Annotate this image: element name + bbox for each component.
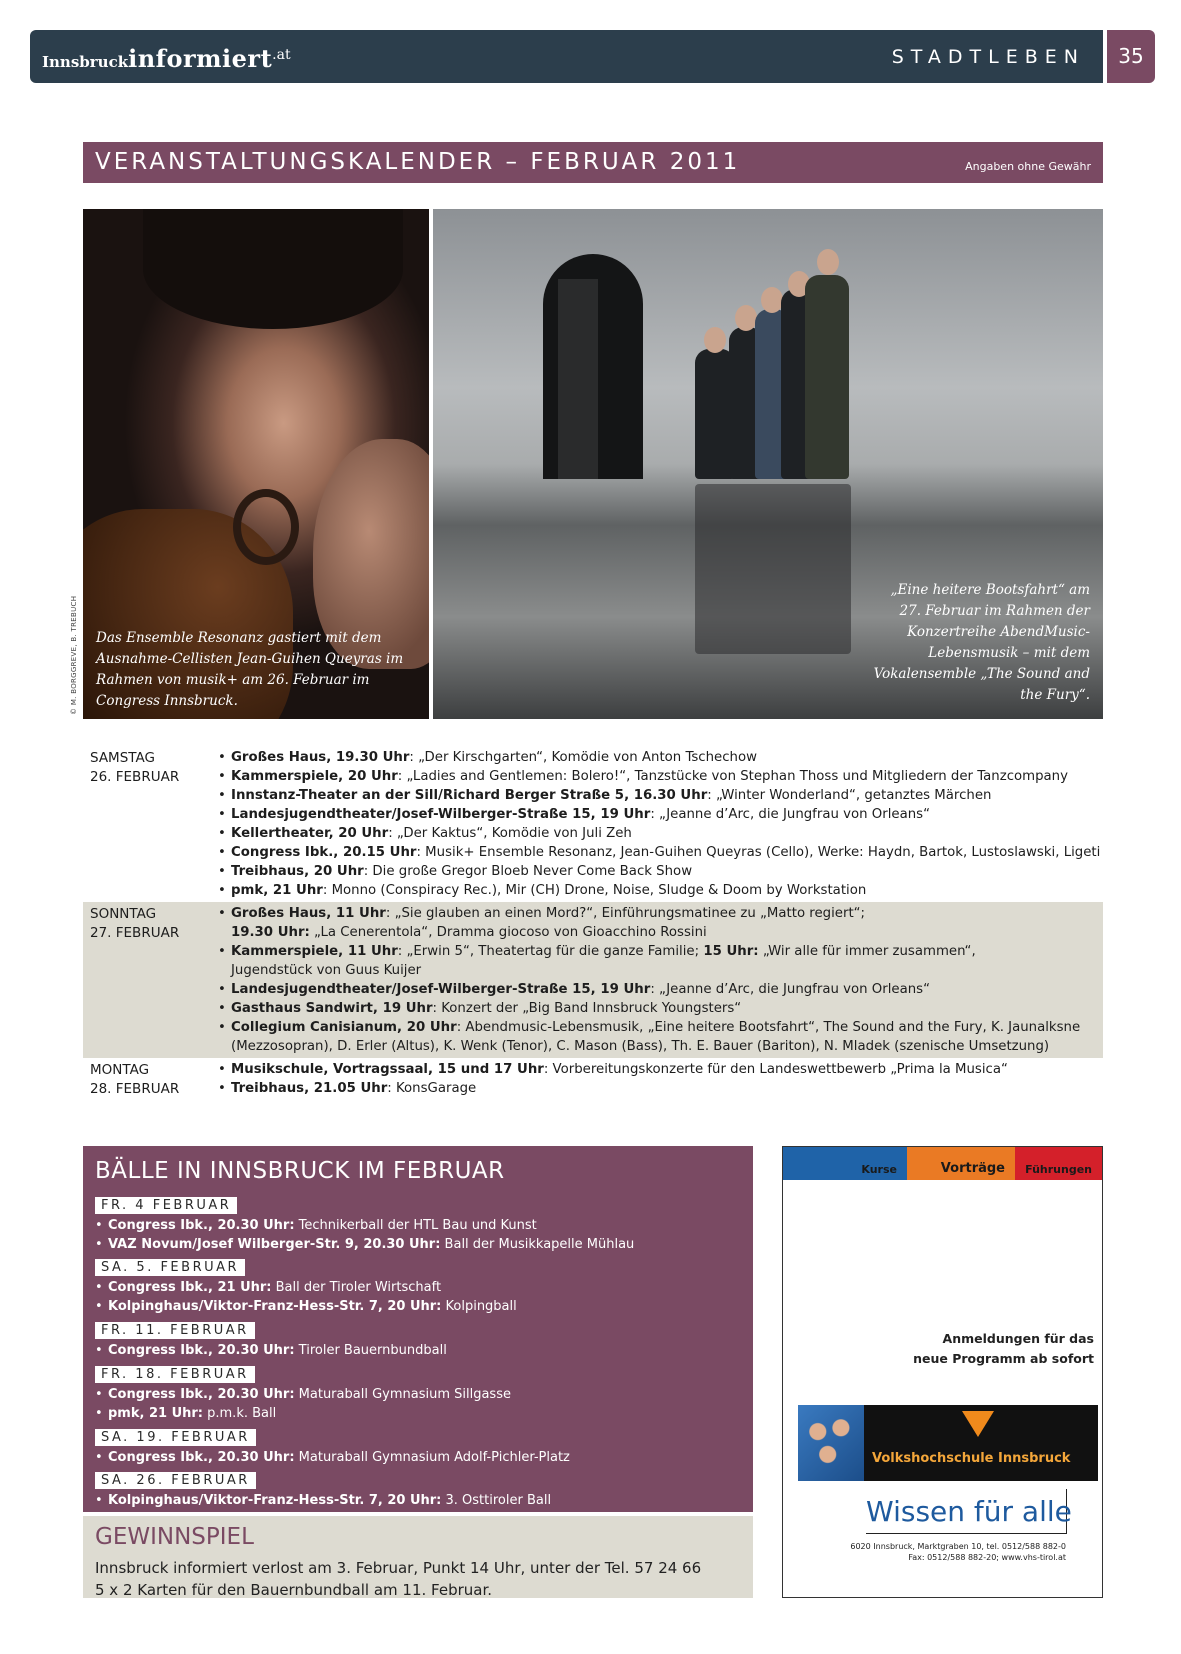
photo-head-3	[761, 287, 783, 313]
photo-person-5	[805, 275, 849, 479]
ball-date: SA. 5. FEBRUAR	[95, 1259, 245, 1276]
list-item: • Congress Ibk., 20.15 Uhr: Musik+ Ensemble Resonanz, Jean-Guihen Queyras (Cello), Werke: Haydn, Bartok, Lustoslawski, Ligeti	[218, 843, 1103, 862]
list-item: • Kolpinghaus/Viktor-Franz-Hess-Str. 7, 20 Uhr: 3. Osttiroler Ball	[95, 1491, 551, 1510]
brand-suffix: .at	[272, 47, 291, 63]
weekday: SONNTAG	[90, 906, 157, 922]
vhs-advertisement	[782, 1146, 1103, 1598]
ball-list	[95, 1448, 570, 1467]
list-item: • Musikschule, Vortragssaal, 15 und 17 Uhr: Vorbereitungskonzerte für den Landeswettbewerb „Prima la Musica“	[218, 1060, 1103, 1079]
weekday: MONTAG	[90, 1062, 150, 1078]
date: 28. FEBRUAR	[90, 1081, 180, 1097]
ad-tabs	[783, 1147, 1102, 1180]
ball-group	[95, 1319, 447, 1360]
ball-date: FR. 18. FEBRUAR	[95, 1366, 255, 1383]
gewinnspiel-box	[83, 1516, 753, 1598]
event-list	[218, 748, 1103, 900]
balls-box	[83, 1146, 753, 1512]
brand-logo	[42, 44, 291, 73]
photo-head-1	[704, 327, 726, 353]
photo-hair	[143, 209, 403, 329]
weekday: SAMSTAG	[90, 750, 155, 766]
photo-reflection	[695, 484, 851, 654]
brand-main: informiert	[128, 44, 273, 73]
gewinnspiel-title: GEWINNSPIEL	[95, 1524, 254, 1550]
event-list	[218, 904, 1103, 1056]
list-item: • Congress Ibk., 21 Uhr: Ball der Tiroler Wirtschaft	[95, 1278, 517, 1297]
list-item: • Gasthaus Sandwirt, 19 Uhr: Konzert der „Big Band Innsbruck Youngsters“	[218, 999, 1103, 1018]
arrow-down-icon	[962, 1411, 994, 1437]
list-item: • Congress Ibk., 20.30 Uhr: Maturaball Gymnasium Adolf-Pichler-Platz	[95, 1448, 570, 1467]
page-title: VERANSTALTUNGSKALENDER – FEBRUAR 2011	[95, 149, 741, 175]
ball-list	[95, 1341, 447, 1360]
caption-right: „Eine heitere Bootsfahrt“ am 27. Februar im Rahmen der Konzertreihe AbendMusic-Lebensmusik – mit dem Vokalensemble „The Sound and the Fury“.	[873, 582, 1090, 703]
caption-left: Das Ensemble Resonanz gastiert mit dem Ausnahme-Cellisten Jean-Guihen Queyras im Rahmen von musik+ am 26. Februar im Congress Innsbruck.	[96, 630, 404, 709]
section-label: STADTLEBEN	[891, 46, 1085, 68]
ad-slogan: Wissen für alle	[866, 1489, 1067, 1534]
list-item: • Großes Haus, 19.30 Uhr: „Der Kirschgarten“, Komödie von Anton Tschechow	[218, 748, 1103, 767]
ball-group	[95, 1426, 570, 1467]
list-item: • Collegium Canisianum, 20 Uhr: Abendmusic-Lebensmusik, „Eine heitere Bootsfahrt“, The Sound and the Fury, K. Jaunalksne (Mezzosopran), D. Erler (Altus), K. Wenk (Tenor), C. Mason (Bass), Th. E. Bauer (Bariton), N. Mladek (szenische Umsetzung)	[218, 1018, 1103, 1056]
balls-title: BÄLLE IN INNSBRUCK IM FEBRUAR	[95, 1158, 505, 1184]
vhs-logo	[798, 1405, 1098, 1481]
list-item: • Treibhaus, 21.05 Uhr: KonsGarage	[218, 1079, 1103, 1098]
photo-head-5	[817, 249, 839, 275]
header-bar	[30, 30, 1103, 83]
list-item: • Treibhaus, 20 Uhr: Die große Gregor Bloeb Never Come Back Show	[218, 862, 1103, 881]
logo-name: Volkshochschule Innsbruck	[872, 1451, 1071, 1466]
list-item: • Innstanz-Theater an der Sill/Richard Berger Straße 5, 16.30 Uhr: „Winter Wonderland“, getanztes Märchen	[218, 786, 1103, 805]
calendar-day-saturday	[83, 746, 1103, 902]
date: 27. FEBRUAR	[90, 925, 180, 941]
ad-registration-text: Anmeldungen für das neue Programm ab sofort	[913, 1331, 1094, 1366]
disclaimer-note: Angaben ohne Gewähr	[965, 160, 1091, 173]
list-item: • Landesjugendtheater/Josef-Wilberger-Straße 15, 19 Uhr: „Jeanne d’Arc, die Jungfrau von Orleans“	[218, 980, 1103, 999]
ad-tab-kurse: Kurse	[783, 1147, 907, 1180]
list-item: • pmk, 21 Uhr: p.m.k. Ball	[95, 1404, 511, 1423]
list-item: • Kammerspiele, 11 Uhr: „Erwin 5“, Theatertag für die ganze Familie; 15 Uhr: „Wir alle für immer zusammen“, Jugendstück von Guus Kuijer	[218, 942, 1103, 980]
ball-list	[95, 1385, 511, 1423]
ball-group	[95, 1256, 517, 1316]
ball-date: FR. 4 FEBRUAR	[95, 1197, 237, 1214]
photo-credit: © M. BORGGREVE, B. TREBUCH	[70, 595, 78, 715]
calendar-day-monday	[83, 1058, 1103, 1100]
gewinnspiel-text: Innsbruck informiert verlost am 3. Februar, Punkt 14 Uhr, unter der Tel. 57 24 66 5 x 2 Karten für den Bauernbundball am 11. Februar.	[95, 1559, 702, 1599]
ball-list	[95, 1216, 634, 1254]
list-item: • Großes Haus, 11 Uhr: „Sie glauben an einen Mord?“, Einführungsmatinee zu „Matto regiert“; 19.30 Uhr: „La Cenerentola“, Dramma giocoso von Gioacchino Rossini	[218, 904, 1103, 942]
list-item: • Kolpinghaus/Viktor-Franz-Hess-Str. 7, 20 Uhr: Kolpingball	[95, 1297, 517, 1316]
event-calendar	[83, 746, 1103, 1100]
page-number: 35	[1107, 30, 1155, 83]
title-band	[83, 142, 1103, 183]
event-list	[218, 1060, 1103, 1098]
ball-group	[95, 1469, 551, 1510]
ad-tab-fuehrungen: Führungen	[1015, 1147, 1102, 1180]
list-item: • VAZ Novum/Josef Wilberger-Str. 9, 20.30 Uhr: Ball der Musikkapelle Mühlau	[95, 1235, 634, 1254]
ball-date: SA. 19. FEBRUAR	[95, 1429, 256, 1446]
ball-list	[95, 1491, 551, 1510]
list-item: • Kammerspiele, 20 Uhr: „Ladies and Gentlemen: Bolero!“, Tanzstücke von Stephan Thoss und Mitgliedern der Tanzcompany	[218, 767, 1103, 786]
ball-date: FR. 11. FEBRUAR	[95, 1322, 255, 1339]
day-label	[90, 1061, 179, 1099]
logo-people-photo	[798, 1405, 864, 1481]
brand-prefix: Innsbruck	[42, 53, 129, 71]
ad-address: 6020 Innsbruck, Marktgraben 10, tel. 0512/588 882-0 Fax: 0512/588 882-20; www.vhs-tirol.at	[850, 1542, 1066, 1562]
ball-group	[95, 1363, 511, 1423]
list-item: • Congress Ibk., 20.30 Uhr: Technikerball der HTL Bau und Kunst	[95, 1216, 634, 1235]
day-label	[90, 749, 179, 787]
calendar-day-sunday	[83, 902, 1103, 1058]
list-item: • Kellertheater, 20 Uhr: „Der Kaktus“, Komödie von Juli Zeh	[218, 824, 1103, 843]
ad-tab-vortraege: Vorträge	[907, 1147, 1015, 1180]
list-item: • Landesjugendtheater/Josef-Wilberger-Straße 15, 19 Uhr: „Jeanne d’Arc, die Jungfrau von Orleans“	[218, 805, 1103, 824]
list-item: • pmk, 21 Uhr: Monno (Conspiracy Rec.), Mir (CH) Drone, Noise, Sludge & Doom by Workstation	[218, 881, 1103, 900]
cello-scroll	[233, 489, 299, 565]
list-item: • Congress Ibk., 20.30 Uhr: Maturaball Gymnasium Sillgasse	[95, 1385, 511, 1404]
date: 26. FEBRUAR	[90, 769, 180, 785]
ball-list	[95, 1278, 517, 1316]
photo-head-2	[735, 305, 757, 331]
ball-group	[95, 1194, 634, 1254]
day-label	[90, 905, 179, 943]
photo-door-leaf	[558, 279, 598, 479]
ball-date: SA. 26. FEBRUAR	[95, 1472, 256, 1489]
list-item: • Congress Ibk., 20.30 Uhr: Tiroler Bauernbundball	[95, 1341, 447, 1360]
